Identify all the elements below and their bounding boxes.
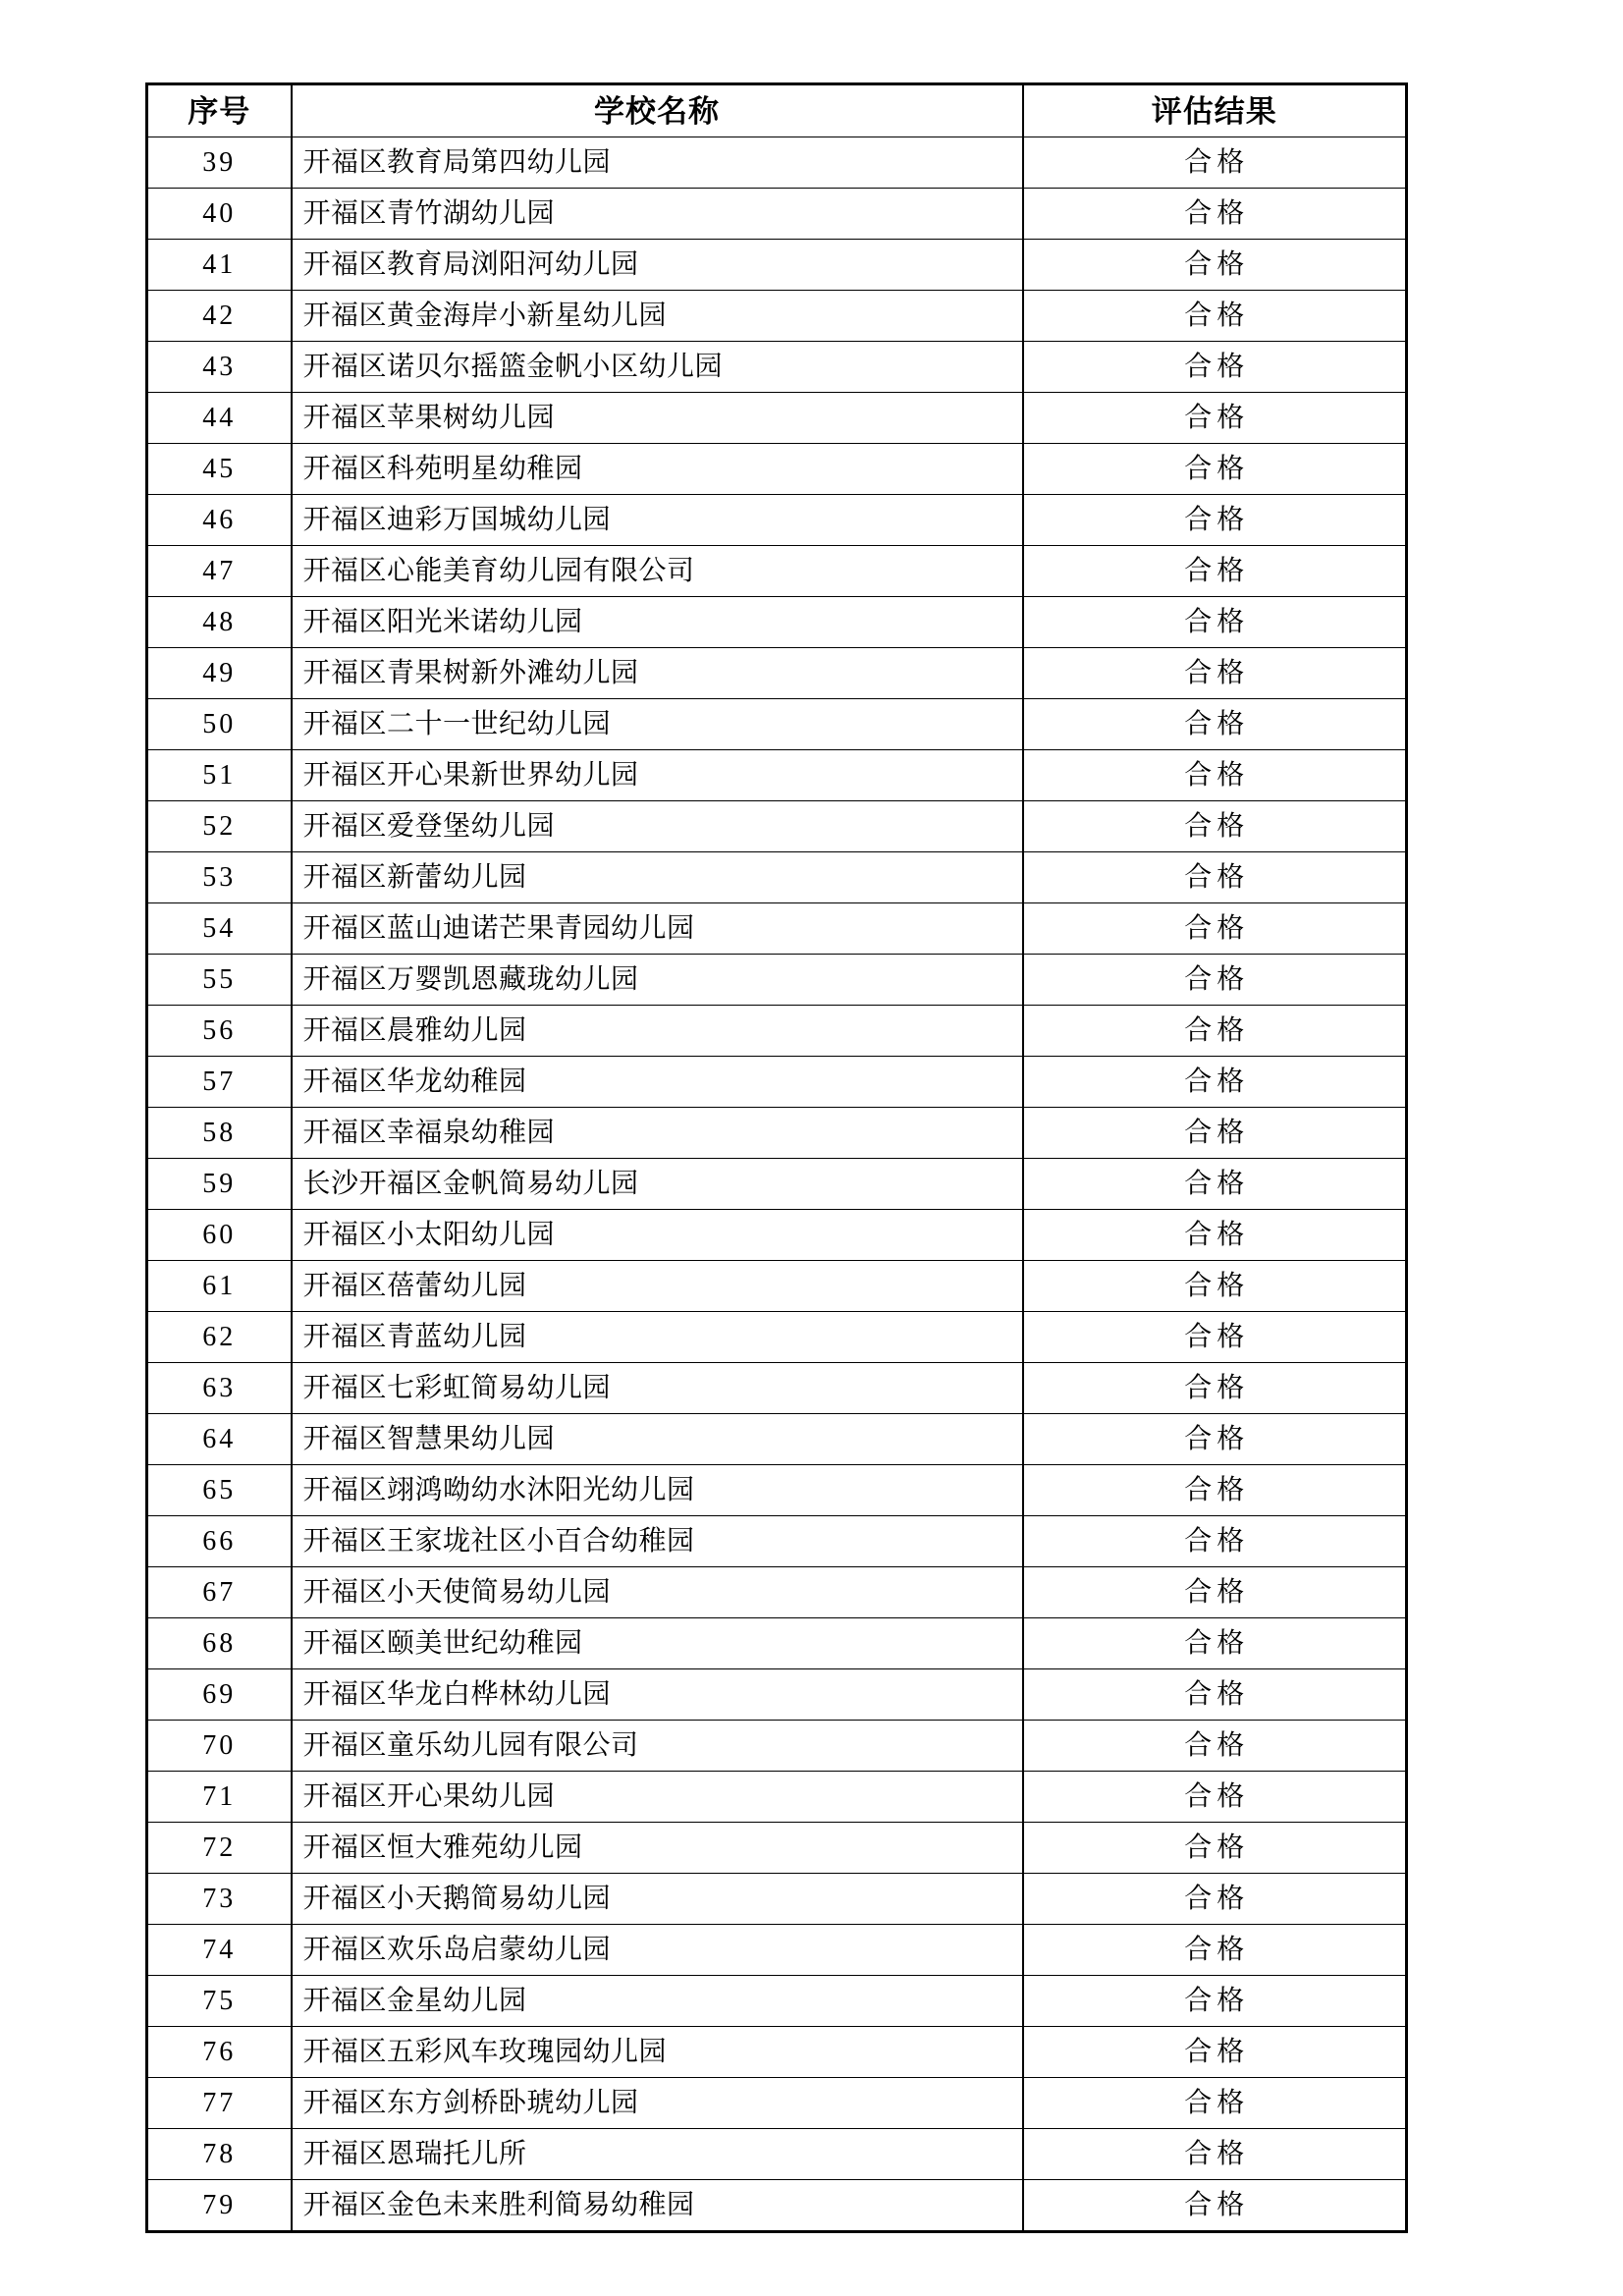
- cell-index: 58: [147, 1108, 292, 1159]
- cell-evaluation-result: 合格: [1023, 291, 1407, 342]
- cell-index: 49: [147, 648, 292, 699]
- evaluation-results-table: [145, 82, 1408, 2233]
- table-row: [147, 1669, 1407, 1721]
- cell-index: 39: [147, 137, 292, 189]
- cell-evaluation-result: 合格: [1023, 1516, 1407, 1567]
- table-row: [147, 801, 1407, 852]
- cell-evaluation-result: 合格: [1023, 1721, 1407, 1772]
- cell-index: 42: [147, 291, 292, 342]
- cell-school-name: 开福区蓓蕾幼儿园: [292, 1261, 1023, 1312]
- cell-index: 66: [147, 1516, 292, 1567]
- table-row: [147, 1874, 1407, 1925]
- cell-evaluation-result: 合格: [1023, 1772, 1407, 1823]
- cell-index: 79: [147, 2180, 292, 2232]
- table-row: [147, 1006, 1407, 1057]
- cell-index: 61: [147, 1261, 292, 1312]
- column-header-index: 序号: [147, 84, 292, 137]
- cell-school-name: 开福区开心果幼儿园: [292, 1772, 1023, 1823]
- cell-school-name: 开福区二十一世纪幼儿园: [292, 699, 1023, 750]
- cell-school-name: 开福区万婴凯恩藏珑幼儿园: [292, 955, 1023, 1006]
- cell-school-name: 开福区童乐幼儿园有限公司: [292, 1721, 1023, 1772]
- cell-school-name: 开福区晨雅幼儿园: [292, 1006, 1023, 1057]
- cell-evaluation-result: 合格: [1023, 597, 1407, 648]
- cell-index: 69: [147, 1669, 292, 1721]
- evaluation-table-container: [145, 82, 1405, 2233]
- table-row: [147, 1976, 1407, 2027]
- table-row: [147, 597, 1407, 648]
- cell-index: 44: [147, 393, 292, 444]
- cell-school-name: 开福区华龙幼稚园: [292, 1057, 1023, 1108]
- cell-school-name: 开福区华龙白桦林幼儿园: [292, 1669, 1023, 1721]
- cell-school-name: 开福区心能美育幼儿园有限公司: [292, 546, 1023, 597]
- cell-index: 77: [147, 2078, 292, 2129]
- table-row: [147, 137, 1407, 189]
- table-row: [147, 240, 1407, 291]
- cell-index: 47: [147, 546, 292, 597]
- cell-evaluation-result: 合格: [1023, 801, 1407, 852]
- cell-index: 71: [147, 1772, 292, 1823]
- cell-school-name: 开福区爱登堡幼儿园: [292, 801, 1023, 852]
- cell-index: 54: [147, 903, 292, 955]
- table-row: [147, 1210, 1407, 1261]
- cell-index: 75: [147, 1976, 292, 2027]
- table-row: [147, 189, 1407, 240]
- cell-evaluation-result: 合格: [1023, 189, 1407, 240]
- cell-school-name: 开福区教育局第四幼儿园: [292, 137, 1023, 189]
- table-row: [147, 546, 1407, 597]
- cell-school-name: 开福区苹果树幼儿园: [292, 393, 1023, 444]
- cell-school-name: 开福区五彩风车玫瑰园幼儿园: [292, 2027, 1023, 2078]
- column-header-school-name: 学校名称: [292, 84, 1023, 137]
- cell-index: 56: [147, 1006, 292, 1057]
- cell-index: 63: [147, 1363, 292, 1414]
- cell-evaluation-result: 合格: [1023, 1057, 1407, 1108]
- cell-evaluation-result: 合格: [1023, 852, 1407, 903]
- cell-index: 73: [147, 1874, 292, 1925]
- cell-school-name: 开福区开心果新世界幼儿园: [292, 750, 1023, 801]
- cell-index: 65: [147, 1465, 292, 1516]
- cell-school-name: 开福区新蕾幼儿园: [292, 852, 1023, 903]
- cell-evaluation-result: 合格: [1023, 1925, 1407, 1976]
- cell-school-name: 开福区王家垅社区小百合幼稚园: [292, 1516, 1023, 1567]
- table-row: [147, 1618, 1407, 1669]
- cell-index: 51: [147, 750, 292, 801]
- cell-evaluation-result: 合格: [1023, 137, 1407, 189]
- cell-index: 41: [147, 240, 292, 291]
- cell-index: 55: [147, 955, 292, 1006]
- cell-index: 59: [147, 1159, 292, 1210]
- cell-evaluation-result: 合格: [1023, 342, 1407, 393]
- table-row: [147, 903, 1407, 955]
- table-row: [147, 2078, 1407, 2129]
- table-row: [147, 2129, 1407, 2180]
- table-row: [147, 852, 1407, 903]
- table-row: [147, 1772, 1407, 1823]
- table-row: [147, 648, 1407, 699]
- table-row: [147, 750, 1407, 801]
- cell-index: 57: [147, 1057, 292, 1108]
- cell-evaluation-result: 合格: [1023, 1976, 1407, 2027]
- cell-evaluation-result: 合格: [1023, 1874, 1407, 1925]
- cell-evaluation-result: 合格: [1023, 1363, 1407, 1414]
- table-row: [147, 444, 1407, 495]
- cell-index: 72: [147, 1823, 292, 1874]
- cell-evaluation-result: 合格: [1023, 699, 1407, 750]
- cell-evaluation-result: 合格: [1023, 1210, 1407, 1261]
- cell-index: 48: [147, 597, 292, 648]
- cell-evaluation-result: 合格: [1023, 750, 1407, 801]
- table-row: [147, 393, 1407, 444]
- cell-school-name: 长沙开福区金帆简易幼儿园: [292, 1159, 1023, 1210]
- cell-index: 40: [147, 189, 292, 240]
- cell-school-name: 开福区颐美世纪幼稚园: [292, 1618, 1023, 1669]
- cell-index: 53: [147, 852, 292, 903]
- table-row: [147, 2027, 1407, 2078]
- header-row: [147, 84, 1407, 137]
- cell-index: 50: [147, 699, 292, 750]
- cell-evaluation-result: 合格: [1023, 1108, 1407, 1159]
- table-row: [147, 955, 1407, 1006]
- cell-evaluation-result: 合格: [1023, 1159, 1407, 1210]
- table-row: [147, 1363, 1407, 1414]
- table-row: [147, 1516, 1407, 1567]
- column-header-evaluation-result: 评估结果: [1023, 84, 1407, 137]
- cell-evaluation-result: 合格: [1023, 495, 1407, 546]
- cell-school-name: 开福区东方剑桥卧琥幼儿园: [292, 2078, 1023, 2129]
- table-row: [147, 495, 1407, 546]
- cell-evaluation-result: 合格: [1023, 903, 1407, 955]
- cell-index: 60: [147, 1210, 292, 1261]
- cell-index: 52: [147, 801, 292, 852]
- cell-school-name: 开福区翊鸿呦幼水沐阳光幼儿园: [292, 1465, 1023, 1516]
- cell-index: 45: [147, 444, 292, 495]
- cell-school-name: 开福区青竹湖幼儿园: [292, 189, 1023, 240]
- cell-school-name: 开福区教育局浏阳河幼儿园: [292, 240, 1023, 291]
- cell-school-name: 开福区恒大雅苑幼儿园: [292, 1823, 1023, 1874]
- cell-index: 46: [147, 495, 292, 546]
- cell-evaluation-result: 合格: [1023, 955, 1407, 1006]
- table-row: [147, 1108, 1407, 1159]
- cell-evaluation-result: 合格: [1023, 1823, 1407, 1874]
- table-row: [147, 1925, 1407, 1976]
- cell-school-name: 开福区科苑明星幼稚园: [292, 444, 1023, 495]
- cell-school-name: 开福区幸福泉幼稚园: [292, 1108, 1023, 1159]
- cell-evaluation-result: 合格: [1023, 2129, 1407, 2180]
- table-row: [147, 1823, 1407, 1874]
- table-row: [147, 342, 1407, 393]
- cell-school-name: 开福区欢乐岛启蒙幼儿园: [292, 1925, 1023, 1976]
- table-row: [147, 699, 1407, 750]
- cell-evaluation-result: 合格: [1023, 2078, 1407, 2129]
- cell-index: 62: [147, 1312, 292, 1363]
- cell-school-name: 开福区智慧果幼儿园: [292, 1414, 1023, 1465]
- table-row: [147, 2180, 1407, 2232]
- cell-index: 70: [147, 1721, 292, 1772]
- table-body: [147, 137, 1407, 2232]
- cell-school-name: 开福区小天使简易幼儿园: [292, 1567, 1023, 1618]
- table-row: [147, 1414, 1407, 1465]
- table-row: [147, 1159, 1407, 1210]
- cell-evaluation-result: 合格: [1023, 1567, 1407, 1618]
- cell-evaluation-result: 合格: [1023, 1669, 1407, 1721]
- cell-school-name: 开福区黄金海岸小新星幼儿园: [292, 291, 1023, 342]
- table-row: [147, 291, 1407, 342]
- cell-evaluation-result: 合格: [1023, 1006, 1407, 1057]
- cell-evaluation-result: 合格: [1023, 1414, 1407, 1465]
- cell-school-name: 开福区恩瑞托儿所: [292, 2129, 1023, 2180]
- cell-evaluation-result: 合格: [1023, 1261, 1407, 1312]
- cell-school-name: 开福区青蓝幼儿园: [292, 1312, 1023, 1363]
- cell-school-name: 开福区小天鹅简易幼儿园: [292, 1874, 1023, 1925]
- cell-school-name: 开福区蓝山迪诺芒果青园幼儿园: [292, 903, 1023, 955]
- table-header: [147, 84, 1407, 137]
- cell-evaluation-result: 合格: [1023, 393, 1407, 444]
- table-row: [147, 1721, 1407, 1772]
- cell-index: 43: [147, 342, 292, 393]
- table-row: [147, 1465, 1407, 1516]
- cell-school-name: 开福区金色未来胜利简易幼稚园: [292, 2180, 1023, 2232]
- cell-index: 76: [147, 2027, 292, 2078]
- cell-index: 68: [147, 1618, 292, 1669]
- cell-evaluation-result: 合格: [1023, 240, 1407, 291]
- cell-evaluation-result: 合格: [1023, 444, 1407, 495]
- cell-school-name: 开福区诺贝尔摇篮金帆小区幼儿园: [292, 342, 1023, 393]
- cell-index: 64: [147, 1414, 292, 1465]
- cell-evaluation-result: 合格: [1023, 1618, 1407, 1669]
- cell-evaluation-result: 合格: [1023, 2180, 1407, 2232]
- cell-school-name: 开福区七彩虹简易幼儿园: [292, 1363, 1023, 1414]
- cell-school-name: 开福区迪彩万国城幼儿园: [292, 495, 1023, 546]
- cell-school-name: 开福区小太阳幼儿园: [292, 1210, 1023, 1261]
- cell-evaluation-result: 合格: [1023, 2027, 1407, 2078]
- cell-index: 78: [147, 2129, 292, 2180]
- cell-evaluation-result: 合格: [1023, 546, 1407, 597]
- cell-index: 74: [147, 1925, 292, 1976]
- cell-evaluation-result: 合格: [1023, 648, 1407, 699]
- cell-evaluation-result: 合格: [1023, 1312, 1407, 1363]
- table-row: [147, 1567, 1407, 1618]
- cell-school-name: 开福区金星幼儿园: [292, 1976, 1023, 2027]
- table-row: [147, 1312, 1407, 1363]
- cell-school-name: 开福区阳光米诺幼儿园: [292, 597, 1023, 648]
- table-row: [147, 1261, 1407, 1312]
- cell-index: 67: [147, 1567, 292, 1618]
- cell-evaluation-result: 合格: [1023, 1465, 1407, 1516]
- table-row: [147, 1057, 1407, 1108]
- cell-school-name: 开福区青果树新外滩幼儿园: [292, 648, 1023, 699]
